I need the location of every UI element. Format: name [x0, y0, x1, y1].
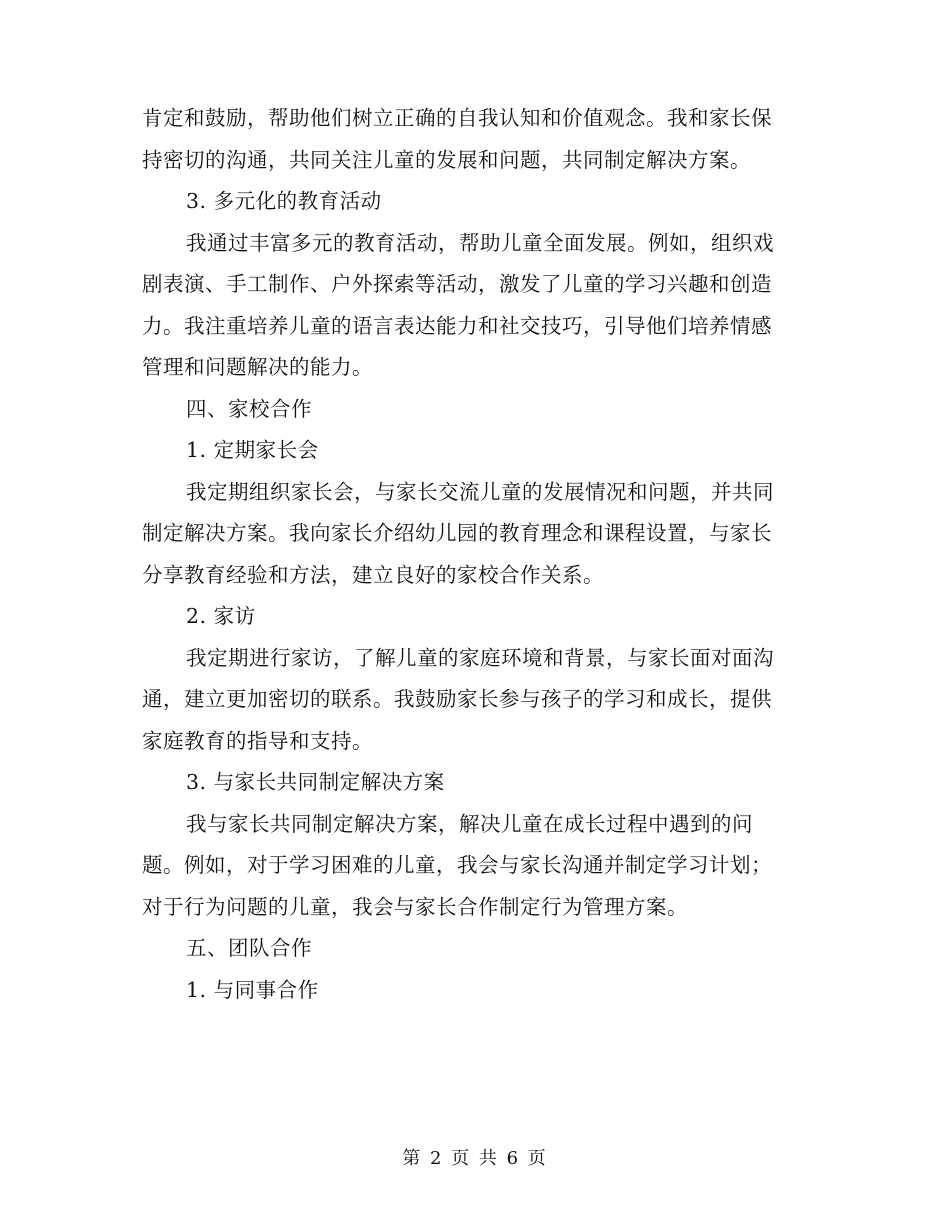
text-line: 力。我注重培养儿童的语言表达能力和社交技巧，引导他们培养情感	[142, 313, 772, 338]
text-line: 我通过丰富多元的教育活动，帮助儿童全面发展。例如，组织戏	[186, 230, 774, 255]
text-line: 题。例如，对于学习困难的儿童，我会与家长沟通并制定学习计划；	[142, 853, 772, 877]
text-line: 家庭教育的指导和支持。	[142, 728, 373, 753]
text-line: 通，建立更加密切的联系。我鼓励家长参与孩子的学习和成长，提供	[142, 687, 772, 711]
section-heading: 四、家校合作	[186, 396, 312, 421]
text-line: 对于行为问题的儿童，我会与家长合作制定行为管理方案。	[142, 894, 688, 919]
text-line: 我定期组织家长会，与家长交流儿童的发展情况和问题，并共同	[186, 479, 774, 504]
page-number-footer: 第 2 页 共 6 页	[402, 1148, 548, 1169]
text-line: 我与家长共同制定解决方案，解决儿童在成长过程中遇到的问	[186, 811, 753, 836]
text-line: 持密切的沟通，共同关注儿童的发展和问题，共同制定解决方案。	[142, 147, 751, 172]
document-body	[142, 98, 808, 1011]
text-line: 制定解决方案。我向家长介绍幼儿园的教育理念和课程设置，与家长	[142, 521, 772, 545]
text-line: 剧表演、手工制作、户外探索等活动，激发了儿童的学习兴趣和创造	[142, 272, 772, 296]
subsection-heading: 1. 与同事合作	[186, 977, 319, 1002]
subsection-heading: 1. 定期家长会	[186, 438, 319, 462]
subsection-heading: 3. 多元化的教育活动	[186, 189, 382, 213]
text-line: 肯定和鼓励，帮助他们树立正确的自我认知和价值观念。我和家长保	[142, 106, 772, 130]
text-line: 管理和问题解决的能力。	[142, 355, 373, 379]
text-line: 我定期进行家访，了解儿童的家庭环境和背景，与家长面对面沟	[186, 645, 774, 670]
subsection-heading: 3. 与家长共同制定解决方案	[186, 770, 445, 794]
text-line: 分享教育经验和方法，建立良好的家校合作关系。	[142, 562, 604, 587]
subsection-heading: 2. 家访	[186, 604, 256, 628]
section-heading: 五、团队合作	[186, 936, 312, 960]
